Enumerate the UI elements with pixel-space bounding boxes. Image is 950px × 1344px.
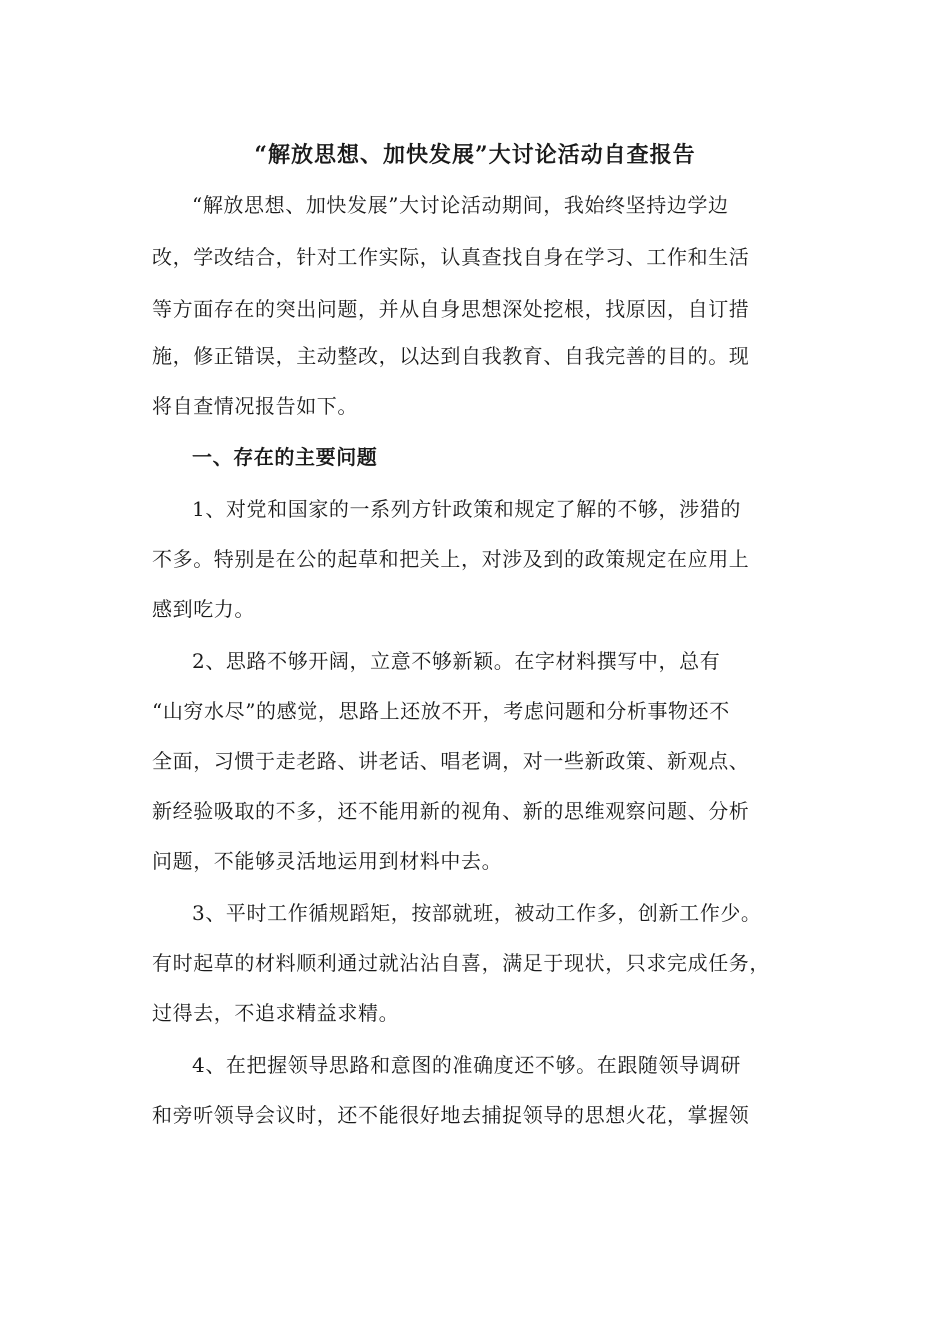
item2-line-5: 问题，不能够灵活地运用到材料中去。 xyxy=(152,849,503,873)
item3-line-3: 过得去，不追求精益求精。 xyxy=(152,1001,400,1025)
intro-line-4: 施，修正错误，主动整改，以达到自我教育、自我完善的目的。现 xyxy=(152,344,750,368)
item1-line-3: 感到吃力。 xyxy=(152,597,255,621)
intro-line-1: “解放思想、加快发展”大讨论活动期间，我始终坚持边学边 xyxy=(192,193,729,217)
item3-line-1: 3、平时工作循规蹈矩，按部就班，被动工作多，创新工作少。 xyxy=(192,901,762,925)
intro-line-3: 等方面存在的突出问题，并从自身思想深处挖根，找原因，自订措 xyxy=(152,297,750,321)
item3-line-2: 有时起草的材料顺利通过就沾沾自喜，满足于现状，只求完成任务， xyxy=(152,951,770,975)
item4-line-1: 4、在把握领导思路和意图的准确度还不够。在跟随领导调研 xyxy=(192,1053,741,1077)
section-heading: 一、存在的主要问题 xyxy=(192,445,378,469)
item2-line-2: “山穷水尽”的感觉，思路上还放不开，考虑问题和分析事物还不 xyxy=(152,699,730,723)
item4-line-2: 和旁听领导会议时，还不能很好地去捕捉领导的思想火花，掌握领 xyxy=(152,1103,750,1127)
item1-line-2: 不多。特别是在公的起草和把关上，对涉及到的政策规定在应用上 xyxy=(152,547,750,571)
intro-line-2: 改，学改结合，针对工作实际，认真查找自身在学习、工作和生活 xyxy=(152,245,750,269)
item2-line-3: 全面，习惯于走老路、讲老话、唱老调，对一些新政策、新观点、 xyxy=(152,749,750,773)
document-title: “解放思想、加快发展”大讨论活动自查报告 xyxy=(254,142,696,168)
intro-line-5: 将自查情况报告如下。 xyxy=(152,394,358,418)
item2-line-1: 2、思路不够开阔，立意不够新颖。在字材料撰写中，总有 xyxy=(192,649,721,673)
item2-line-4: 新经验吸取的不多，还不能用新的视角、新的思维观察问题、分析 xyxy=(152,799,750,823)
item1-line-1: 1、对党和国家的一系列方针政策和规定了解的不够，涉猎的 xyxy=(192,497,741,521)
